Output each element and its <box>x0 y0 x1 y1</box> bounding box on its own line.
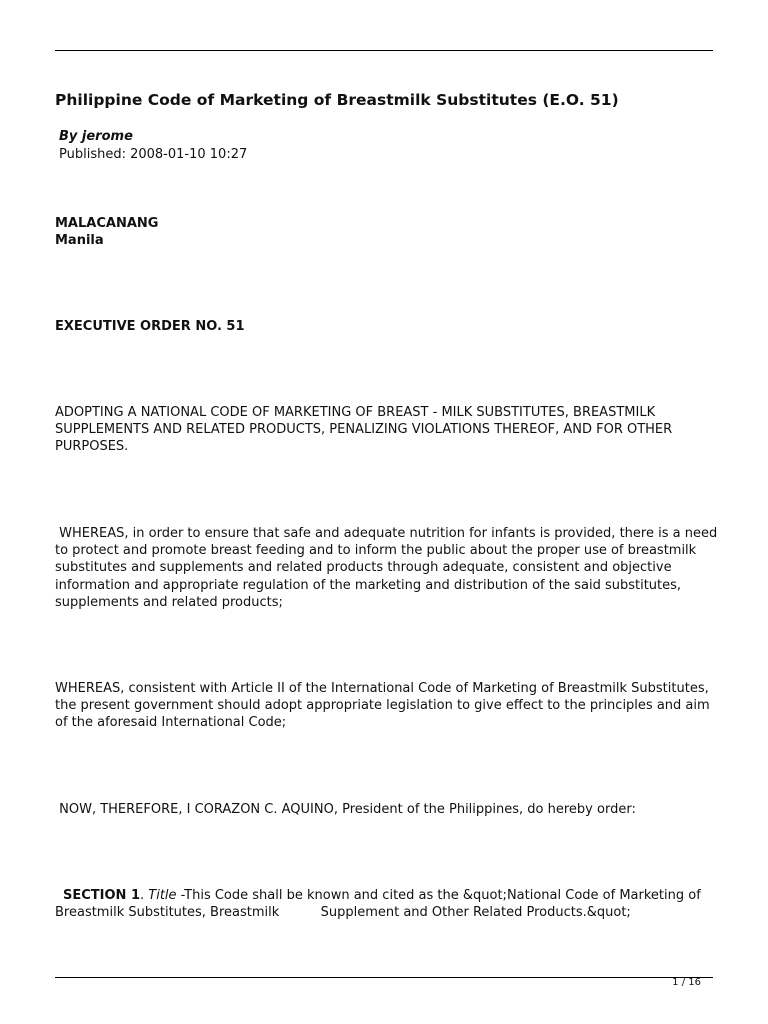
executive-order-number: EXECUTIVE ORDER NO. 51 <box>55 319 245 334</box>
section-1-title: Title <box>148 888 177 903</box>
whereas-paragraph-1: WHEREAS, in order to ensure that safe and adequate nutrition for infants is provided, there is a need to protect and promote breast feeding and to inform the public about the proper use of breastmilk substitutes and supplements and related products through adequate, consistent and objective information and appropriate regulation of the marketing and distribution of the said substitutes, supplements and related products; <box>55 526 722 610</box>
section-1-paragraph: SECTION 1. Title -This Code shall be known and cited as the &quot;National Code of Marketing of Breastmilk Substitutes, Breastmilk Supplement and Other Related Products.&quot; <box>55 888 705 921</box>
section-1-text: -This Code shall be known and cited as the &quot;National Code of Marketing of Breastmilk Substitutes, Breastmilk Supplement and Other Related Products.&quot; <box>55 888 705 921</box>
place-malacanang: MALACANANG <box>55 216 159 231</box>
place-manila: Manila <box>55 233 104 248</box>
top-rule <box>55 50 713 51</box>
now-therefore-paragraph: NOW, THEREFORE, I CORAZON C. AQUINO, President of the Philippines, do hereby order: <box>55 802 636 817</box>
published-date: Published: 2008-01-10 10:27 <box>59 147 248 162</box>
bottom-rule <box>55 977 713 978</box>
whereas-paragraph-2: WHEREAS, consistent with Article II of the International Code of Marketing of Breastmilk Substitutes, the present government should adopt appropriate legislation to give effect to the principles and aim of the aforesaid International Code; <box>55 681 710 731</box>
section-1-label: SECTION 1 <box>63 888 140 903</box>
document-title: Philippine Code of Marketing of Breastmilk Substitutes (E.O. 51) <box>55 91 619 109</box>
page-number: 1 / 16 <box>672 977 701 988</box>
preamble-paragraph: ADOPTING A NATIONAL CODE OF MARKETING OF BREAST - MILK SUBSTITUTES, BREASTMILK SUPPLEMENTS AND RELATED PRODUCTS, PENALIZING VIOLATIONS THEREOF, AND FOR OTHER PURPOSES. <box>55 405 673 455</box>
author-line: By jerome <box>59 129 133 144</box>
